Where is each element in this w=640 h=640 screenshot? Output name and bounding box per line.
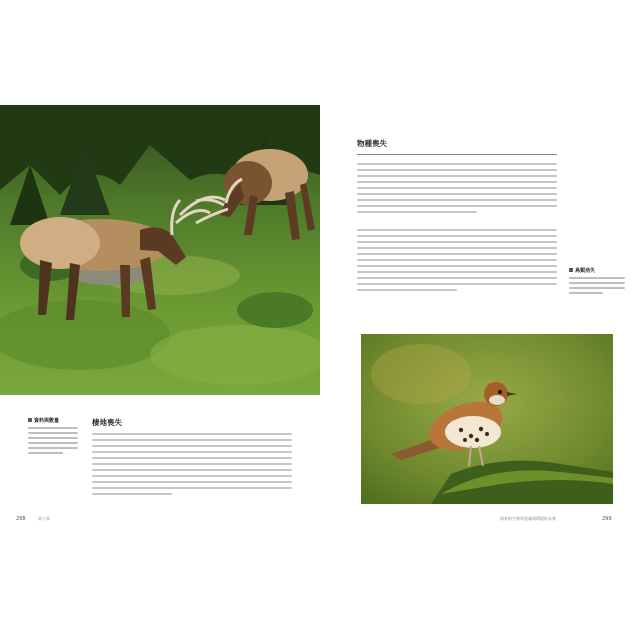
right-sidebar-note xyxy=(569,267,625,297)
species-loss-heading: 物種喪失 xyxy=(357,139,387,148)
right-page xyxy=(320,105,640,525)
note-square-icon xyxy=(28,418,32,422)
habitat-loss-heading: 棲地喪失 xyxy=(92,418,122,427)
running-head-left: 第十章 xyxy=(38,516,50,521)
right-sidebar-title: 鳥類消失 xyxy=(569,267,625,274)
left-sidebar-note xyxy=(28,417,78,457)
left-page xyxy=(0,105,320,525)
page-number-left: 298 xyxy=(16,516,26,522)
thrush-photo xyxy=(361,334,613,504)
elk-photo xyxy=(0,105,320,395)
running-head-right: 保育的生物學意義與環境的未來 xyxy=(500,516,556,521)
left-sidebar-title: 資料與數量 xyxy=(28,417,78,424)
note-square-icon xyxy=(569,268,573,272)
book-spread xyxy=(0,105,640,525)
species-loss-section xyxy=(357,138,557,295)
habitat-loss-section xyxy=(92,417,292,499)
page-number-right: 299 xyxy=(602,516,612,522)
